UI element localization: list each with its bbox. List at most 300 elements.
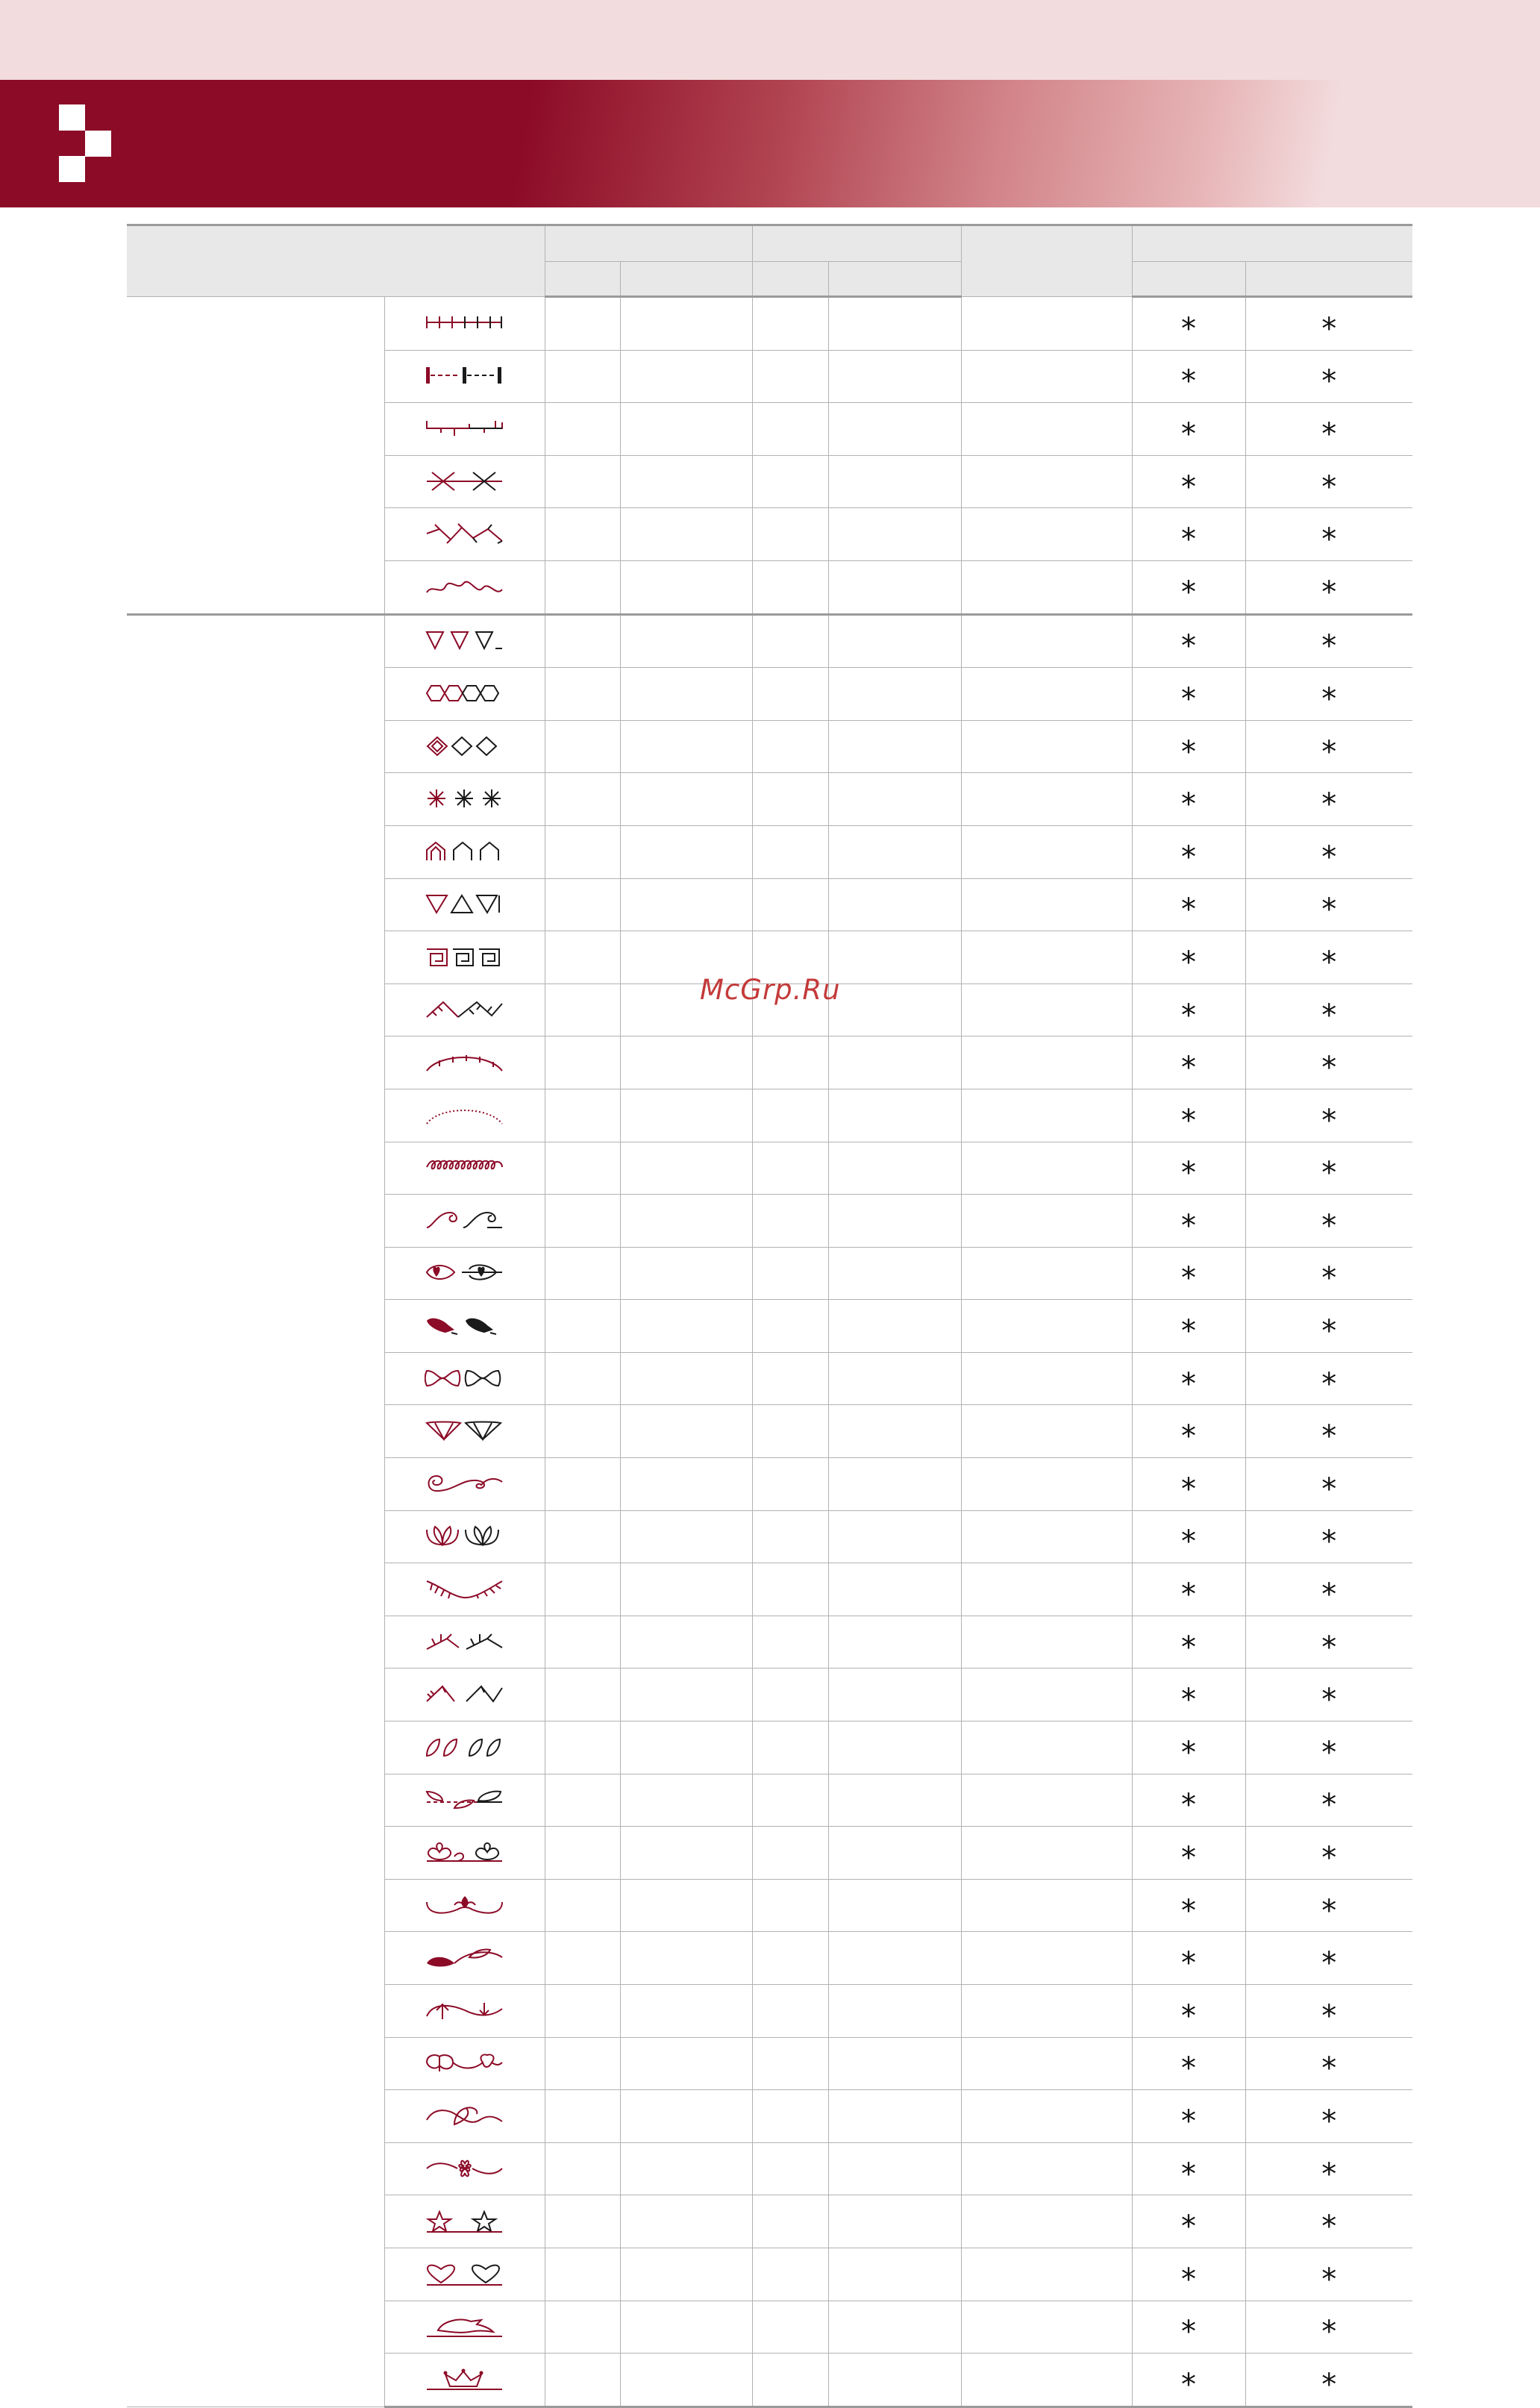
empty-cell — [620, 1247, 752, 1300]
stitch-icon-cell — [384, 614, 545, 668]
empty-cell — [620, 297, 752, 351]
empty-cell — [828, 1352, 961, 1405]
empty-cell — [620, 403, 752, 456]
availability-cell: * — [1132, 403, 1245, 456]
stitch-icon-cell — [384, 773, 545, 826]
empty-cell — [752, 350, 828, 403]
empty-cell — [620, 2195, 752, 2248]
availability-cell: * — [1245, 1300, 1412, 1353]
availability-cell: * — [1132, 350, 1245, 403]
empty-cell — [545, 614, 620, 668]
empty-cell — [752, 1669, 828, 1721]
availability-cell: * — [1245, 297, 1412, 351]
stitch-icon-cell — [384, 1142, 545, 1195]
empty-cell — [828, 297, 961, 351]
empty-cell — [620, 2248, 752, 2301]
empty-cell — [545, 1036, 620, 1089]
empty-cell — [961, 1985, 1132, 2038]
stitch-arches-icon — [425, 841, 505, 863]
availability-cell: * — [1245, 614, 1412, 668]
empty-cell — [752, 2354, 828, 2407]
availability-cell: * — [1132, 1985, 1245, 2038]
empty-cell — [545, 2090, 620, 2143]
empty-cell — [828, 508, 961, 561]
stitch-icon-cell — [384, 931, 545, 984]
empty-cell — [828, 983, 961, 1036]
empty-cell — [545, 1458, 620, 1511]
empty-cell — [828, 2354, 961, 2407]
availability-cell: * — [1132, 1510, 1245, 1563]
empty-cell — [620, 1352, 752, 1405]
empty-cell — [545, 1089, 620, 1142]
stitch-waves-icon — [425, 1210, 505, 1232]
stitch-tulip-vine-icon — [425, 2052, 505, 2074]
empty-cell — [620, 1036, 752, 1089]
stitch-crown-icon — [425, 2368, 505, 2391]
empty-cell — [828, 1036, 961, 1089]
stitch-greek-key-icon — [425, 946, 505, 969]
empty-cell — [620, 1721, 752, 1774]
empty-cell — [828, 1985, 961, 2038]
empty-cell — [620, 1405, 752, 1458]
empty-cell — [961, 1247, 1132, 1300]
header-subcell — [828, 262, 961, 297]
availability-cell: * — [1245, 403, 1412, 456]
empty-cell — [620, 560, 752, 614]
stitch-icon-cell — [384, 1510, 545, 1563]
stitch-stipple-icon — [425, 576, 505, 598]
stitch-bells-icon — [425, 1315, 505, 1337]
stitch-icon-cell — [384, 1247, 545, 1300]
header-cell — [961, 225, 1132, 297]
stitch-lotus-icon — [425, 1525, 505, 1548]
stitch-icon-cell — [384, 2037, 545, 2090]
empty-cell — [961, 560, 1132, 614]
empty-cell — [752, 1879, 828, 1932]
stitch-icon-cell — [384, 1352, 545, 1405]
availability-cell: * — [1245, 1879, 1412, 1932]
empty-cell — [545, 825, 620, 878]
empty-cell — [828, 773, 961, 826]
stitch-icon-cell — [384, 1774, 545, 1827]
availability-cell: * — [1245, 508, 1412, 561]
group-label-cell — [127, 297, 384, 615]
stitch-icon-cell — [384, 1036, 545, 1089]
availability-cell: * — [1245, 931, 1412, 984]
availability-cell: * — [1132, 1036, 1245, 1089]
header-cell — [545, 225, 752, 262]
availability-cell: * — [1132, 2195, 1245, 2248]
stitch-arrows-icon — [425, 1683, 505, 1706]
empty-cell — [752, 1932, 828, 1985]
empty-cell — [545, 1669, 620, 1721]
pixel-steps-icon — [59, 104, 111, 182]
availability-cell: * — [1132, 1932, 1245, 1985]
stitch-honeycomb-icon — [425, 683, 505, 705]
stitch-branches-icon — [425, 999, 505, 1022]
stitch-cross-icon — [425, 471, 505, 493]
empty-cell — [828, 1932, 961, 1985]
availability-cell: * — [1132, 1616, 1245, 1669]
availability-cell: * — [1132, 1195, 1245, 1248]
empty-cell — [752, 614, 828, 668]
stitch-icon-cell — [384, 1721, 545, 1774]
availability-cell: * — [1245, 1510, 1412, 1563]
empty-cell — [620, 1616, 752, 1669]
empty-cell — [961, 2037, 1132, 2090]
empty-cell — [961, 1036, 1132, 1089]
empty-cell — [961, 1352, 1132, 1405]
availability-cell: * — [1132, 1405, 1245, 1458]
availability-cell: * — [1132, 2090, 1245, 2143]
availability-cell: * — [1132, 1563, 1245, 1616]
empty-cell — [620, 878, 752, 931]
empty-cell — [545, 1352, 620, 1405]
stitch-flower-vine-icon — [425, 2158, 505, 2180]
availability-cell: * — [1132, 1774, 1245, 1827]
empty-cell — [545, 1510, 620, 1563]
stitch-star-outline-icon — [425, 2210, 505, 2233]
availability-cell: * — [1132, 1458, 1245, 1511]
empty-cell — [620, 1510, 752, 1563]
empty-cell — [752, 878, 828, 931]
empty-cell — [961, 2090, 1132, 2143]
stitch-icon-cell — [384, 1616, 545, 1669]
availability-cell: * — [1132, 560, 1245, 614]
empty-cell — [828, 1089, 961, 1142]
top-band — [0, 0, 1540, 80]
availability-cell: * — [1132, 773, 1245, 826]
empty-cell — [545, 2301, 620, 2354]
stitch-triangles-icon — [425, 630, 505, 652]
stitch-icon-cell — [384, 1089, 545, 1142]
stitch-icon-cell — [384, 1879, 545, 1932]
availability-cell: * — [1245, 350, 1412, 403]
stitch-icon-cell — [384, 2142, 545, 2195]
empty-cell — [752, 1352, 828, 1405]
availability-cell: * — [1132, 2142, 1245, 2195]
availability-cell: * — [1132, 455, 1245, 508]
empty-cell — [620, 2301, 752, 2354]
stitch-leaf-pairs-icon — [425, 1736, 505, 1759]
availability-cell: * — [1132, 1827, 1245, 1880]
empty-cell — [961, 614, 1132, 668]
empty-cell — [961, 2142, 1132, 2195]
empty-cell — [961, 508, 1132, 561]
watermark: McGrp.Ru — [700, 974, 841, 1006]
stitch-fans-icon — [425, 1420, 505, 1442]
empty-cell — [828, 455, 961, 508]
stitch-swirls-icon — [425, 1473, 505, 1495]
empty-cell — [961, 1195, 1132, 1248]
empty-cell — [961, 1721, 1132, 1774]
empty-cell — [961, 2195, 1132, 2248]
empty-cell — [545, 1985, 620, 2038]
empty-cell — [752, 455, 828, 508]
availability-cell: * — [1245, 1247, 1412, 1300]
empty-cell — [961, 825, 1132, 878]
availability-cell: * — [1245, 2195, 1412, 2248]
empty-cell — [620, 2142, 752, 2195]
empty-cell — [961, 1458, 1132, 1511]
empty-cell — [752, 668, 828, 721]
empty-cell — [620, 1142, 752, 1195]
availability-cell: * — [1132, 1247, 1245, 1300]
stitch-icon-cell — [384, 720, 545, 773]
empty-cell — [620, 1669, 752, 1721]
empty-cell — [545, 1300, 620, 1353]
availability-cell: * — [1245, 560, 1412, 614]
empty-cell — [752, 1142, 828, 1195]
empty-cell — [752, 1458, 828, 1511]
empty-cell — [752, 1510, 828, 1563]
availability-cell: * — [1245, 1932, 1412, 1985]
empty-cell — [828, 1563, 961, 1616]
stitch-fern-icon — [425, 1578, 505, 1601]
empty-cell — [752, 403, 828, 456]
stitch-ribbon-loop-icon — [425, 2105, 505, 2127]
empty-cell — [620, 2037, 752, 2090]
empty-cell — [752, 2301, 828, 2354]
availability-cell: * — [1132, 614, 1245, 668]
empty-cell — [752, 773, 828, 826]
empty-cell — [961, 1405, 1132, 1458]
availability-cell: * — [1245, 2142, 1412, 2195]
empty-cell — [961, 1089, 1132, 1142]
empty-cell — [545, 2037, 620, 2090]
availability-cell: * — [1245, 720, 1412, 773]
empty-cell — [961, 1142, 1132, 1195]
availability-cell: * — [1245, 1458, 1412, 1511]
empty-cell — [620, 1089, 752, 1142]
empty-cell — [961, 1300, 1132, 1353]
availability-cell: * — [1245, 2354, 1412, 2407]
empty-cell — [545, 560, 620, 614]
empty-cell — [828, 1510, 961, 1563]
empty-cell — [752, 720, 828, 773]
empty-cell — [961, 2248, 1132, 2301]
stitch-icon-cell — [384, 1669, 545, 1721]
empty-cell — [545, 403, 620, 456]
stitch-icon-cell — [384, 403, 545, 456]
stitch-loops-icon — [425, 1157, 505, 1179]
empty-cell — [961, 668, 1132, 721]
stitch-icon-cell — [384, 350, 545, 403]
empty-cell — [961, 2354, 1132, 2407]
availability-cell: * — [1132, 2301, 1245, 2354]
stitch-icon-cell — [384, 1985, 545, 2038]
empty-cell — [620, 1985, 752, 2038]
empty-cell — [545, 720, 620, 773]
header-subcell — [545, 262, 620, 297]
stitch-icon-cell — [384, 560, 545, 614]
empty-cell — [545, 983, 620, 1036]
empty-cell — [620, 2354, 752, 2407]
empty-cell — [752, 2195, 828, 2248]
empty-cell — [828, 1405, 961, 1458]
empty-cell — [545, 2142, 620, 2195]
availability-cell: * — [1132, 931, 1245, 984]
stitch-icon-cell — [384, 1405, 545, 1458]
availability-cell: * — [1245, 1036, 1412, 1089]
availability-cell: * — [1132, 720, 1245, 773]
empty-cell — [828, 1300, 961, 1353]
availability-cell: * — [1245, 1985, 1412, 2038]
stitch-icon-cell — [384, 1458, 545, 1511]
empty-cell — [828, 403, 961, 456]
empty-cell — [545, 508, 620, 561]
empty-cell — [828, 878, 961, 931]
availability-cell: * — [1132, 508, 1245, 561]
empty-cell — [620, 720, 752, 773]
empty-cell — [620, 1563, 752, 1616]
stitch-icon-cell — [384, 2248, 545, 2301]
availability-cell: * — [1132, 2354, 1245, 2407]
empty-cell — [752, 1985, 828, 2038]
availability-cell: * — [1245, 1827, 1412, 1880]
empty-cell — [752, 2037, 828, 2090]
empty-cell — [620, 2090, 752, 2143]
empty-cell — [620, 1879, 752, 1932]
empty-cell — [828, 614, 961, 668]
stitch-bows-icon — [425, 1368, 505, 1390]
empty-cell — [545, 1563, 620, 1616]
empty-cell — [752, 1195, 828, 1248]
stitch-icon-cell — [384, 2354, 545, 2407]
stitch-straight-ticks-icon — [425, 312, 505, 334]
header-subcell — [1245, 262, 1412, 297]
empty-cell — [828, 1616, 961, 1669]
empty-cell — [620, 1774, 752, 1827]
stitch-stars-icon — [425, 788, 505, 810]
stitch-icon-cell — [384, 878, 545, 931]
empty-cell — [752, 1563, 828, 1616]
empty-cell — [620, 1195, 752, 1248]
table-row — [127, 614, 1412, 668]
stitch-sprigs-icon — [425, 1631, 505, 1654]
empty-cell — [752, 1300, 828, 1353]
empty-cell — [828, 1142, 961, 1195]
availability-cell: * — [1245, 1405, 1412, 1458]
empty-cell — [620, 1458, 752, 1511]
availability-cell: * — [1132, 1879, 1245, 1932]
stitch-heart-outline-icon — [425, 2263, 505, 2286]
empty-cell — [545, 668, 620, 721]
stitch-dashed-bars-icon — [425, 365, 505, 387]
availability-cell: * — [1245, 1089, 1412, 1142]
empty-cell — [961, 1932, 1132, 1985]
availability-cell: * — [1245, 1774, 1412, 1827]
availability-cell: * — [1245, 1142, 1412, 1195]
stitch-hearts-arrows-icon — [425, 1262, 505, 1284]
stitch-icon-cell — [384, 2301, 545, 2354]
stitch-fleur-vine-icon — [425, 1895, 505, 1917]
empty-cell — [961, 1563, 1132, 1616]
availability-cell: * — [1245, 825, 1412, 878]
empty-cell — [961, 1827, 1132, 1880]
empty-cell — [752, 1247, 828, 1300]
stitch-blanket-steps-icon — [425, 418, 505, 440]
empty-cell — [828, 350, 961, 403]
empty-cell — [828, 2142, 961, 2195]
empty-cell — [828, 2037, 961, 2090]
availability-cell: * — [1245, 1195, 1412, 1248]
empty-cell — [752, 2142, 828, 2195]
empty-cell — [828, 2090, 961, 2143]
empty-cell — [620, 1932, 752, 1985]
empty-cell — [961, 297, 1132, 351]
empty-cell — [545, 2248, 620, 2301]
availability-cell: * — [1132, 1669, 1245, 1721]
stitch-triangle-zigzag-icon — [425, 893, 505, 916]
availability-cell: * — [1132, 297, 1245, 351]
empty-cell — [620, 614, 752, 668]
empty-cell — [752, 560, 828, 614]
stitch-icon-cell — [384, 508, 545, 561]
empty-cell — [828, 668, 961, 721]
empty-cell — [752, 1405, 828, 1458]
stitch-dotted-arc-icon — [425, 1104, 505, 1127]
empty-cell — [828, 2195, 961, 2248]
availability-cell: * — [1245, 1616, 1412, 1669]
availability-cell: * — [1132, 878, 1245, 931]
stitch-icon-cell — [384, 1195, 545, 1248]
availability-cell: * — [1245, 2301, 1412, 2354]
empty-cell — [961, 773, 1132, 826]
availability-cell: * — [1245, 668, 1412, 721]
availability-cell: * — [1245, 1563, 1412, 1616]
empty-cell — [545, 1774, 620, 1827]
empty-cell — [545, 1195, 620, 1248]
empty-cell — [961, 720, 1132, 773]
header-cell — [1132, 225, 1412, 262]
empty-cell — [620, 668, 752, 721]
empty-cell — [545, 1721, 620, 1774]
empty-cell — [620, 455, 752, 508]
empty-cell — [961, 1879, 1132, 1932]
header-cell — [127, 225, 545, 297]
empty-cell — [828, 1195, 961, 1248]
empty-cell — [752, 1036, 828, 1089]
empty-cell — [752, 2248, 828, 2301]
empty-cell — [545, 931, 620, 984]
empty-cell — [961, 1669, 1132, 1721]
stitch-table — [127, 224, 1412, 2408]
table-row — [127, 297, 1412, 351]
header-subcell — [1132, 262, 1245, 297]
empty-cell — [752, 2090, 828, 2143]
stitch-icon-cell — [384, 825, 545, 878]
availability-cell: * — [1245, 2248, 1412, 2301]
empty-cell — [961, 878, 1132, 931]
group-label-cell — [127, 614, 384, 2407]
availability-cell: * — [1245, 878, 1412, 931]
empty-cell — [828, 1458, 961, 1511]
empty-cell — [752, 1616, 828, 1669]
empty-cell — [961, 931, 1132, 984]
empty-cell — [545, 1879, 620, 1932]
stitch-icon-cell — [384, 668, 545, 721]
stitch-icon-cell — [384, 297, 545, 351]
empty-cell — [828, 1247, 961, 1300]
stitch-icon-cell — [384, 1563, 545, 1616]
stitch-tulip-arrow-vine-icon — [425, 2000, 505, 2022]
empty-cell — [752, 1089, 828, 1142]
empty-cell — [620, 1827, 752, 1880]
stitch-scallop-ticks-icon — [425, 1051, 505, 1074]
stitch-icon-cell — [384, 2090, 545, 2143]
empty-cell — [828, 2301, 961, 2354]
